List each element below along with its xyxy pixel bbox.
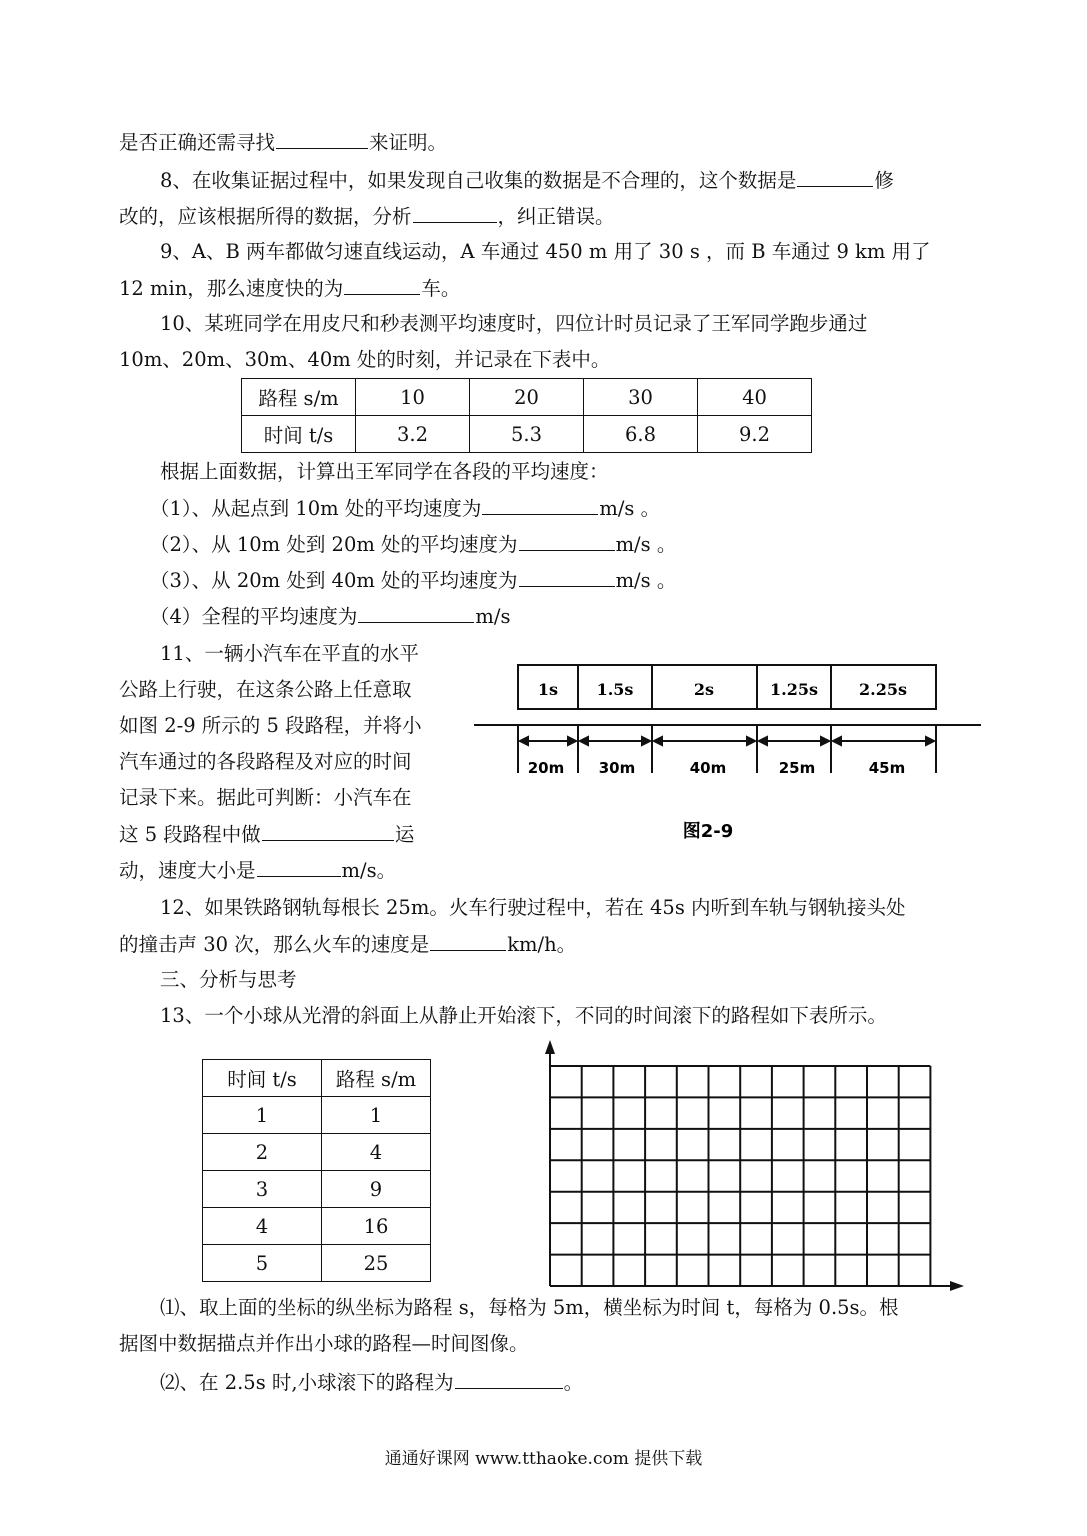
question-10-sub-1: （1）、从起点到 10m 处的平均速度为 m/s 。	[150, 494, 660, 523]
question-10-line-2: 10m、20m、30m、40m 处的时刻，并记录在下表中。	[119, 348, 611, 371]
distance-label: 25m	[778, 759, 816, 777]
answer-blank[interactable]	[413, 202, 497, 223]
distance-label: 40m	[689, 759, 727, 777]
question-11-line-2: 公路上行驶，在这条公路上任意取	[119, 678, 412, 701]
answer-blank[interactable]	[482, 494, 598, 515]
table-cell: 4	[203, 1208, 322, 1245]
distance-time-table	[241, 378, 812, 453]
time-label: 1.25s	[770, 680, 818, 699]
question-12-line-2: 的撞击声 30 次，那么火车的速度是 km/h。	[119, 930, 576, 959]
coordinate-grid	[538, 1038, 968, 1300]
time-label: 2s	[693, 680, 715, 699]
question-10-sub-3: （3）、从 20m 处到 40m 处的平均速度为 m/s 。	[150, 566, 676, 595]
table-cell: 6.8	[584, 416, 698, 453]
question-13-sub-1-line-1: ⑴、取上面的坐标的纵坐标为路程 s，每格为 5m，横坐标为时间 t，每格为 0.5s。根	[160, 1296, 899, 1319]
question-10-prompt: 根据上面数据，计算出王军同学在各段的平均速度：	[160, 460, 609, 483]
time-boxes	[518, 665, 936, 709]
answer-blank[interactable]	[344, 274, 420, 295]
answer-blank[interactable]	[519, 530, 615, 551]
table-cell: 20	[470, 379, 584, 416]
distance-label: 45m	[868, 759, 906, 777]
table-cell: 30	[584, 379, 698, 416]
answer-blank[interactable]	[358, 602, 474, 623]
answer-blank[interactable]	[519, 566, 615, 587]
table-cell: 5.3	[470, 416, 584, 453]
question-13-sub-1-line-2: 据图中数据描点并作出小球的路程—时间图像。	[119, 1332, 529, 1355]
table-cell: 2	[203, 1134, 322, 1171]
table-row	[242, 416, 812, 453]
time-distance-table	[202, 1059, 431, 1282]
time-label: 1.5s	[596, 680, 634, 699]
table-cell: 5	[203, 1245, 322, 1282]
table-cell: 10	[356, 379, 470, 416]
figure-2-9	[470, 655, 985, 850]
question-7-end: 是否正确还需寻找 来证明。	[119, 128, 447, 157]
table-row	[203, 1171, 431, 1208]
answer-blank[interactable]	[257, 856, 341, 877]
table-cell: 3	[203, 1171, 322, 1208]
question-8-line-1: 8、在收集证据过程中，如果发现自己收集的数据是不合理的，这个数据是 修	[160, 166, 894, 195]
y-axis-arrow	[545, 1040, 555, 1054]
table-row	[242, 379, 812, 416]
table-row	[203, 1134, 431, 1171]
question-9-line-2: 12 min，那么速度快的为 车。	[119, 274, 460, 303]
question-11-line-7: 动，速度大小是 m/s。	[119, 856, 396, 885]
answer-blank[interactable]	[430, 930, 506, 951]
table-row	[203, 1097, 431, 1134]
table-cell: 16	[322, 1208, 431, 1245]
question-10-sub-4: （4）全程的平均速度为 m/s	[150, 602, 511, 631]
table-cell: 9.2	[698, 416, 812, 453]
answer-blank[interactable]	[262, 820, 394, 841]
answer-blank[interactable]	[276, 128, 368, 149]
time-label: 2.25s	[859, 680, 907, 699]
table-cell: 路程 s/m	[322, 1060, 431, 1097]
question-11-line-1: 11、一辆小汽车在平直的水平	[160, 642, 419, 665]
table-cell: 1	[322, 1097, 431, 1134]
table-cell: 9	[322, 1171, 431, 1208]
table-cell: 1	[203, 1097, 322, 1134]
table-cell: 25	[322, 1245, 431, 1282]
table-cell: 时间 t/s	[203, 1060, 322, 1097]
question-9-line-1: 9、A、B 两车都做匀速直线运动，A 车通过 450 m 用了 30 s ，而 B 车通过 9 km 用了	[160, 240, 931, 263]
question-11-line-4: 汽车通过的各段路程及对应的时间	[119, 750, 412, 773]
table-cell: 4	[322, 1134, 431, 1171]
distance-label: 30m	[598, 759, 636, 777]
question-11-line-5: 记录下来。据此可判断：小汽车在	[119, 786, 412, 809]
question-11-line-6: 这 5 段路程中做 运	[119, 820, 414, 849]
question-10-line-1: 10、某班同学在用皮尺和秒表测平均速度时，四位计时员记录了王军同学跑步通过	[160, 312, 868, 335]
question-13-sub-2: ⑵、在 2.5s 时,小球滚下的路程为 。	[160, 1368, 583, 1397]
section-3-heading: 三、分析与思考	[160, 968, 297, 991]
figure-caption: 图2-9	[682, 821, 734, 842]
table-row	[203, 1208, 431, 1245]
answer-blank[interactable]	[797, 166, 873, 187]
answer-blank[interactable]	[455, 1368, 563, 1389]
page-footer: 通通好课网 www.tthaoke.com 提供下载	[384, 1449, 703, 1469]
x-axis-arrow	[950, 1281, 964, 1291]
question-10-sub-2: （2）、从 10m 处到 20m 处的平均速度为 m/s 。	[150, 530, 676, 559]
table-cell: 路程 s/m	[242, 379, 356, 416]
question-12-line-1: 12、如果铁路钢轨每根长 25m。火车行驶过程中，若在 45s 内听到车轨与钢轨接头处	[160, 896, 906, 919]
question-13: 13、一个小球从光滑的斜面上从静止开始滚下，不同的时间滚下的路程如下表所示。	[160, 1004, 887, 1027]
table-row	[203, 1060, 431, 1097]
question-8-line-2: 改的，应该根据所得的数据，分析 ，纠正错误。	[119, 202, 615, 231]
time-label: 1s	[537, 680, 559, 699]
distance-label: 20m	[527, 759, 565, 777]
table-cell: 3.2	[356, 416, 470, 453]
table-cell: 时间 t/s	[242, 416, 356, 453]
question-11-line-3: 如图 2-9 所示的 5 段路程，并将小	[119, 714, 422, 737]
table-row	[203, 1245, 431, 1282]
table-cell: 40	[698, 379, 812, 416]
segment-arrows	[520, 737, 934, 745]
